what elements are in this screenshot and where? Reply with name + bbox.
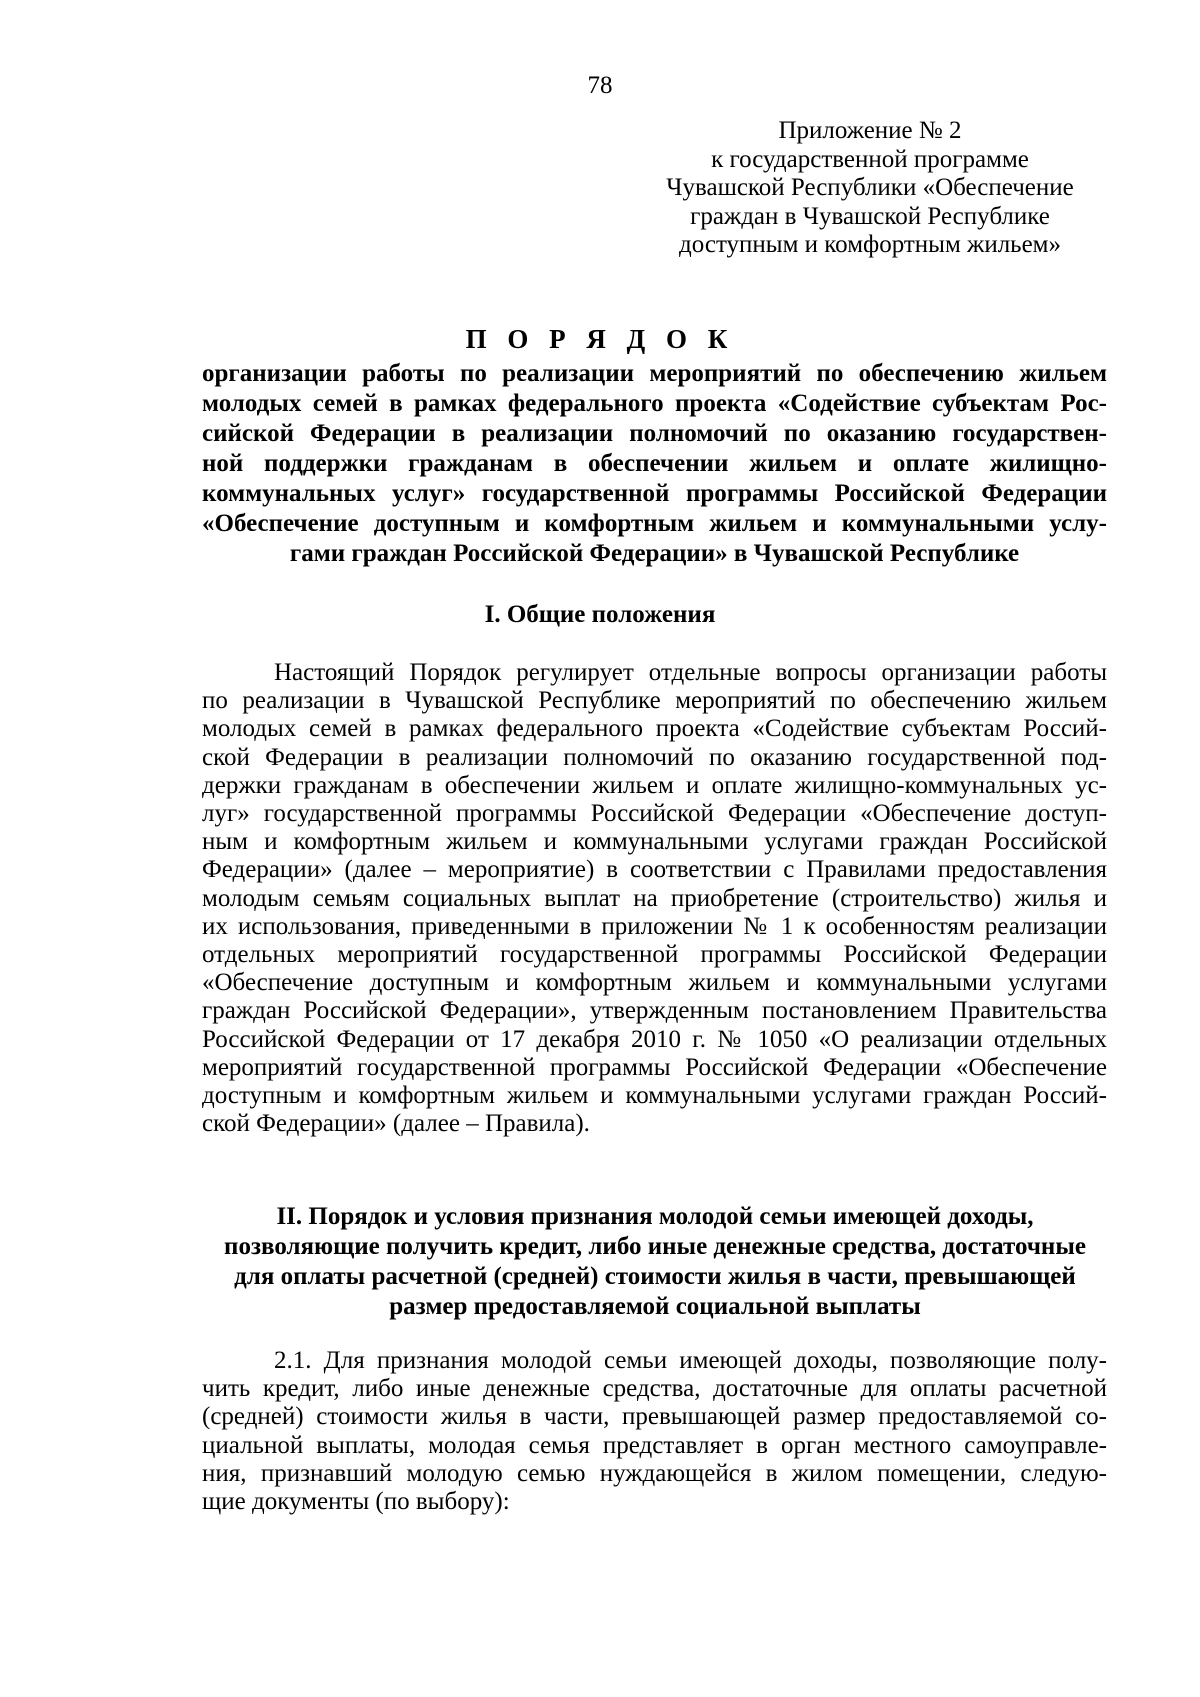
paragraph-line: молодым семьям социальных выплат на приобретение (строительство) жилья и [202,884,1107,912]
paragraph-line: по реализации в Чувашской Республике мероприятий по обеспечению жильем [202,687,1107,715]
appendix-line: граждан в Чувашской Республике [690,202,1050,230]
paragraph-line: «Обеспечение доступным и комфортным жильем и коммунальными услугами [202,969,1107,997]
paragraph-line: молодых семей в рамках федерального проекта «Содействие субъектам Россий- [202,715,1107,743]
paragraph-line: луг» государственной программы Российской Федерации «Обеспечение доступ- [202,800,1107,828]
paragraph-line: ния, признавший молодую семью нуждающейся в жилом помещении, следую- [202,1459,1107,1487]
paragraph-line: граждан Российской Федерации», утвержденным постановлением Правительства [202,997,1107,1025]
subtitle-line: ной поддержки гражданам в обеспечении жильем и оплате жилищно- [202,450,1107,477]
heading-line: II. Порядок и условия признания молодой семьи имеющей доходы, [276,1203,1034,1230]
section-1-heading: I. Общие положения [484,601,716,628]
appendix-line: доступным и комфортным жильем» [679,231,1061,258]
section-1-paragraph [202,659,1107,1138]
appendix-line: Чувашской Республики «Обеспечение [666,174,1074,201]
paragraph-line: (средней) стоимости жилья в части, превышающей размер предоставляемой со- [202,1403,1107,1431]
paragraph-line: циальной выплаты, молодая семья представляет в орган местного самоуправле- [202,1431,1107,1459]
subtitle-line: организации работы по реализации мероприятий по обеспечению жильем [202,360,1107,387]
paragraph-line: ской Федерации в реализации полномочий по оказанию государственной под- [202,743,1107,771]
paragraph-line: ской Федерации» (далее – Правила). [202,1110,590,1138]
subtitle-line: гами граждан Российской Федерации» в Чувашской Республике [289,540,1020,567]
paragraph-line: держки гражданам в обеспечении жильем и оплате жилищно-коммунальных ус- [202,771,1107,799]
document-subtitle [202,359,1107,569]
paragraph-line: отдельных мероприятий государственной программы Российской Федерации [202,941,1107,969]
heading-line: размер предоставляемой социальной выплаты [389,1293,921,1320]
paragraph-line: ным и комфортным жильем и коммунальными услугами граждан Российской [202,828,1107,856]
subtitle-line: сийской Федерации в реализации полномочий по оказанию государствен- [202,420,1107,447]
section-2-heading [190,1202,1120,1322]
subtitle-line: молодых семей в рамках федерального проекта «Содействие субъектам Рос- [202,390,1107,417]
paragraph-line: чить кредит, либо иные денежные средства, достаточные для оплаты расчетной [202,1375,1107,1403]
paragraph-line: мероприятий государственной программы Российской Федерации «Обеспечение [202,1053,1107,1081]
heading-line: для оплаты расчетной (средней) стоимости жилья в части, превышающей [234,1263,1076,1290]
appendix-line: Приложение № 2 [778,117,962,144]
paragraph-line: доступным и комфортным жильем и коммунальными услугами граждан Россий- [202,1082,1107,1110]
document-title: П О Р Я Д О К [465,324,735,354]
heading-line: позволяющие получить кредит, либо иные денежные средства, достаточные [224,1233,1086,1260]
appendix-line: к государственной программе [711,145,1029,173]
paragraph-line: их использования, приведенными в приложении № 1 к особенностям реализации [202,912,1107,940]
subtitle-line: коммунальных услуг» государственной программы Российской Федерации [202,480,1107,507]
page-number: 78 [587,72,613,99]
section-2-paragraph [202,1347,1107,1516]
paragraph-line: Федерации» (далее – мероприятие) в соответствии с Правилами предоставления [202,856,1107,884]
paragraph-line: 2.1. Для признания молодой семьи имеющей доходы, позволяющие полу- [274,1347,1107,1374]
subtitle-line: «Обеспечение доступным и комфортным жильем и коммунальными услу- [202,510,1107,537]
paragraph-line: Настоящий Порядок регулирует отдельные вопросы организации работы [274,659,1107,686]
appendix-block [640,117,1100,260]
paragraph-line: Российской Федерации от 17 декабря 2010 г. № 1050 «О реализации отдельных [202,1025,1107,1053]
paragraph-line: щие документы (по выбору): [202,1488,510,1516]
